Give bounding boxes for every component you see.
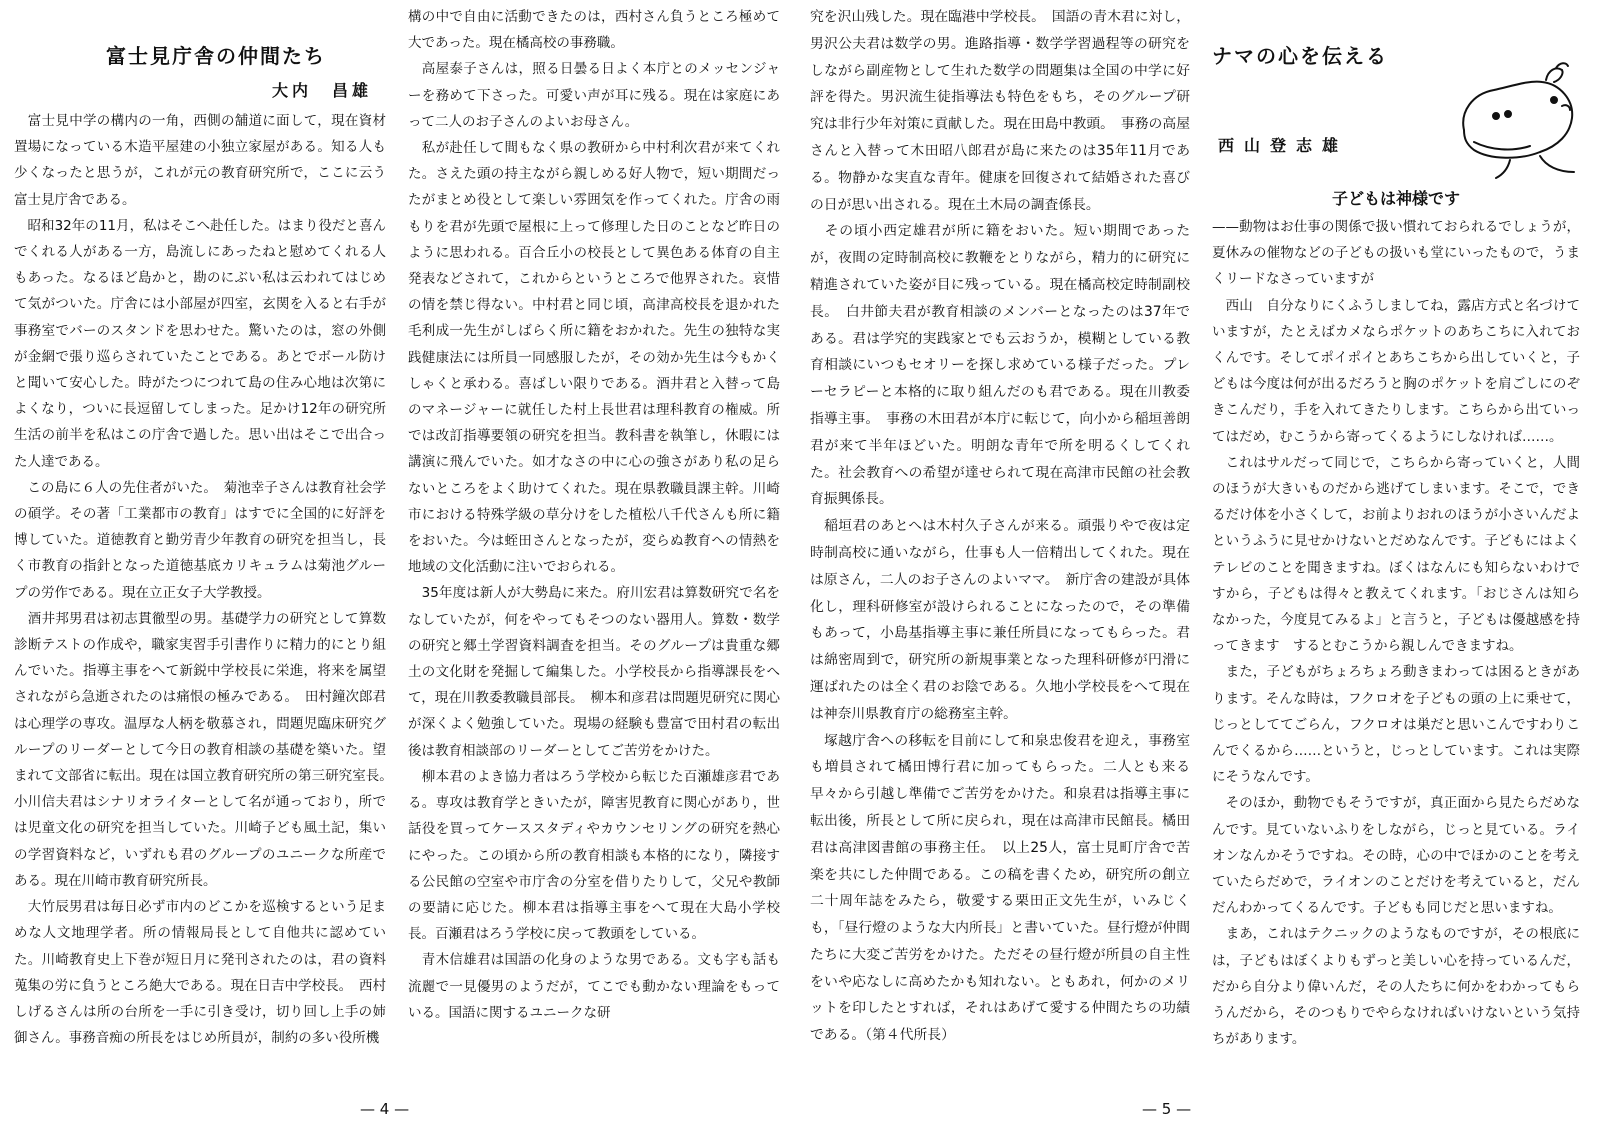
paragraph: まあ，これはテクニックのようなものですが，その根底には，子どもはぼくよりもずっと美しい心を持っているんだ，だから自分より偉いんだ，その人たちに何かをわかってもらうんだから，そのつもりでやらなければいけないという気持ちがあります。	[1212, 926, 1580, 1048]
page4-column-2	[408, 4, 780, 1026]
paragraph: そのほか，動物でもそうですが，真正面から見たらだめなんです。見ていないふりをしながら，じっと見ている。ライオンなんかそうですね。その時，心の中でほかのことを考えていたらだめで，ライオンのことだけを考えていると，だんだんわかってくるんです。子どもも同じだと思いますね。	[1212, 795, 1580, 917]
paragraph: また，子どもがちょろちょろ動きまわっては困るときがあります。そんな時は，フクロオを子どもの頭の上に乗せて，じっとしててごらん，フクロオは巣だと思いこんですわりこんでくるから……というと，じっとしています。これは実際にそうなんです。	[1212, 664, 1580, 786]
page4-column-1	[14, 36, 400, 1051]
paragraph: ——動物はお仕事の関係で扱い慣れておられるでしょうが，夏休みの催物などの子どもの扱いも堂にいったもので，うまくリードなさっていますが	[1212, 219, 1580, 288]
paragraph: これはサルだって同じで，こちらから寄っていくと，人間のほうが大きいものだから逃げてしまいます。そこで，できるだけ体を小さくして，お前よりおれのほうが小さいんだよというふうに見せかけないとだめなんです。子どもにはよくテレビのことを聞きますね。ぼくはなんにも知らないわけですから，子どもは得々と教えてくれます。「おじさんは知らなかった，今度見てみるよ」と言うと，子どもは優越感を持ってきます するとむこうから親しんできますね。	[1212, 454, 1580, 655]
paragraph: 35年度は新人が大勢島に来た。府川宏君は算数研究で名をなしていたが，何をやってもそつのない器用人。算数・数学の研究と郷土学習資料調査を担当。そのグループは貴重な郷土の文化財を発掘して編集した。小学校長から指導課長をへて，現在川教委教職員部長。 柳本和彦君は問題児研究に関心が深くよく勉強していた。現場の経験も豊富で田村君の転出後は教育相談部のリーダーとしてご苦労をかけた。	[408, 585, 780, 759]
paragraph: 大竹辰男君は毎日必ず市内のどこかを巡検するという足まめな人文地理学者。所の情報局長として自他共に認めていた。川崎教育史上下巻が短日月に発刊されたのは，君の資料蒐集の労に負うところ絶大である。現在日吉中学校長。 西村しげるさんは所の台所を一手に引き受け，切り回し上手の姉御さん。事務音痴の所長をはじめ所員が，制約の多い役所機	[14, 899, 386, 1047]
paragraph: この島に６人の先住者がいた。 菊池幸子さんは教育社会学の碩学。その著「工業都市の教育」はすでに全国的に好評を博していた。道徳教育と勤労青少年教育の研究を担当し，長く市教育の指針となった道徳基底カリキュラムは菊池グループの労作である。現在立正女子大学教授。	[14, 479, 386, 601]
article-title: ナマの心を伝える	[1212, 44, 1388, 68]
paragraph: 酒井邦男君は初志貫徹型の男。基礎学力の研究として算数診断テストの作成や，職家実習手引書作りに精力的にとり組んでいた。指導主事をへて新鋭中学校長に栄進，将来を属望されながら急逝されたのは痛恨の極みである。 田村鐘次郎君は心理学の専攻。温厚な人柄を敬慕され，問題児臨床研究グループのリーダーとして今日の教育相談の基礎を築いた。望まれて文部省に転出。現在は国立教育研究所の第三研究室長。 小川信夫君はシナリオライターとして名が通っており，所では児童文化の研究を担当していた。川崎子ども風土記，集いの学習資料など，いずれも君のグループのユニークな所産である。現在川崎市教育研究所長。	[14, 610, 400, 889]
paragraph: 稲垣君のあとへは木村久子さんが来る。頑張りやで夜は定時制高校に通いながら，仕事も人一倍精出してくれた。現在は原さん，二人のお子さんのよいママ。 新庁舎の建設が具体化し，理科研修室が設けられることになったので，その準備もあって，小島基指導主事に兼任所員になってもらった。君は綿密周到で，研究所の新規事業となった理科研修が円滑に運ばれたのは全く君のお陰である。久地小学校長をへて現在は神奈川県教育庁の総務室主幹。	[810, 518, 1190, 722]
paragraph: 塚越庁舎への移転を目前にして和泉忠俊君を迎え，事務室も増員されて橘田博行君に加ってもらった。二人とも来る早々から引越し準備でご苦労をかけた。和泉君は指導主事に転出後，所長として所に戻られ，現在は高津市民館長。橘田君は高津図書館の事務主任。 以上25人，富士見町庁舎で苦楽を共にした仲間である。この稿を書くため，研究所の創立二十周年誌をみたら，敬愛する栗田正文先生が，いみじくも，「昼行燈のような大内所長」と書いていた。昼行燈が仲間たちに大変ご苦労をかけた。ただその昼行燈が所員の自主性をいや応なしに高めたかも知れない。ともあれ，何かのメリットを印したとすれば，それはあげて愛する仲間たちの功績である。（第４代所長）	[810, 732, 1190, 1044]
article-author: 大内 昌雄	[271, 81, 372, 100]
hippo-illustration	[1450, 60, 1582, 180]
page-divider	[800, 0, 801, 1140]
paragraph: 青木信雄君は国語の化身のような男である。文も字も話も流麗で一見優男のようだが，てこでも動かない理論をもっている。国語に関するユニークな研	[408, 952, 780, 1021]
paragraph: 昭和32年の11月，私はそこへ赴任した。はまり役だと喜んでくれる人がある一方，島流しにあったねと慰めてくれる人もあった。なるほど島かと，勘のにぶい私は云われてはじめて気がついた。庁舎には小部屋が四室，玄関を入ると右手が事務室でバーのスタンドを思わせた。驚いたのは，窓の外側が金網で張り巡らされていたことである。あとでボール防けと聞いて安心した。時がたつにつれて島の住み心地は次第によくなり，ついに長逗留してしまった。足かけ12年の研究所生活の前半を私はこの庁舎で過した。思い出はそこで出合った人達である。	[14, 217, 386, 470]
page-number: — 5 —	[1142, 1100, 1192, 1118]
paragraph: 究を沢山残した。現在臨港中学校長。 国語の青木君に対し，男沢公夫君は数学の男。進路指導・数学学習過程等の研究をしながら副産物として生れた数学の問題集は全国の中学に好評を得た。男沢流生徒指導法も特色をもち，そのグループ研究は非行少年対策に貢献した。現在田島中教頭。 事務の高屋さんと入替って木田昭八郎君が島に来たのは35年11月である。物静かな実直な青年。健康を回復されて結婚された喜びの日が思い出される。現在土木局の調査係長。	[810, 9, 1190, 213]
paragraph: 富士見中学の構内の一角，西側の舗道に面して，現在資材置場になっている木造平屋建の小独立家屋がある。知る人も少くなったと思うが，これが元の教育研究所で，ここに云う富士見庁舎である。	[14, 113, 386, 208]
paragraph: 構の中で自由に活動できたのは，西村さん負うところ極めて大であった。現在橘高校の事務職。	[408, 9, 780, 52]
article-subheading: 子どもは神様です	[1331, 189, 1460, 208]
paragraph: 高屋泰子さんは，照る日曇る日よく本庁とのメッセンジャーを務めて下さった。可愛い声が耳に残る。現在は家庭にあって二人のお子さんのよいお母さん。	[408, 61, 780, 130]
page5-column-2	[1212, 36, 1580, 1053]
page-number: — 4 —	[360, 1100, 410, 1118]
article-author: 西山登志雄	[1218, 136, 1349, 155]
page5-column-1	[810, 4, 1190, 1049]
paragraph: 西山 自分なりにくふうしましてね，露店方式と名づけていますが，たとえばカメならポケットのあちこちに入れておくんです。そしてポイポイとあちこちから出していくと，子どもは今度は何が出るだろうと胸のポケットを肩ごしにのぞきこんだり，手を入れてきたりします。こちらから出ていってはだめ，むこうから寄ってくるようにしなければ……。	[1212, 297, 1580, 445]
article-title: 富士見庁舎の仲間たち	[106, 44, 326, 68]
paragraph: 私が赴任して間もなく県の教研から中村利次君が来てくれた。さえた頭の持主ながら親しめる好人物で，短い期間だったがまとめ役として楽しい雰囲気を作ってくれた。庁舎の雨もりを君が先頭で屋根に上って修理した日のことなど昨日のように思われる。百合丘小の校長として異色ある体育の自主発表などされて，これからというところで他界された。哀惜の情を禁じ得ない。中村君と同じ頃，高津高校長を退かれた毛利成一先生がしばらく所に籍をおかれた。先生の独特な実践健康法には所員一同感服したが，その効か先生は今もかくしゃくと承わる。喜ばしい限りである。酒井君と入替って島のマネージャーに就任した村上長世君は理科教育の権威。所では改訂指導要領の研究を担当。教科書を執筆し，休暇には講演に飛んでいた。如才なさの中に心の強さがあり私の足らないところをよく助けてくれた。現在県教職員課主幹。川崎市における特殊学級の草分けをした植松八千代さんも所に籍をおいた。今は蛭田さんとなったが，変らぬ教育への情熱を地域の文化活動に注いでおられる。	[408, 140, 780, 576]
paragraph: 柳本君のよき協力者はろう学校から転じた百瀬雄彦君である。専攻は教育学ときいたが，障害児教育に関心があり，世話役を買ってケーススタディやカウンセリングの研究を熱心にやった。この頃から所の教育相談も本格的になり，隣接する公民館の空室や市庁舎の分室を借りたりして，父兄や教師の要請に応じた。柳本君は指導主事をへて現在大島小学校長。百瀬君はろう学校に戻って教頭をしている。	[408, 768, 780, 943]
paragraph: その頃小西定雄君が所に籍をおいた。短い期間であったが，夜間の定時制高校に教鞭をとりながら，精力的に研究に精進されていた姿が目に残っている。現在橘高校定時制副校長。 白井節夫君が教育相談のメンバーとなったのは37年である。君は学究的実践家とでも云おうか，模糊としている教育相談にいつもセオリーを探し求めている様子だった。プレーセラピーと本格的に取り組んだのも君である。現在川教委指導主事。 事務の木田君が本庁に転じて，向小から稲垣善朗君が来て半年ほどいた。明朗な青年で所を明るくしてくれた。社会教育への希望が達せられて現在高津市民館の社会教育振興係長。	[810, 223, 1190, 508]
